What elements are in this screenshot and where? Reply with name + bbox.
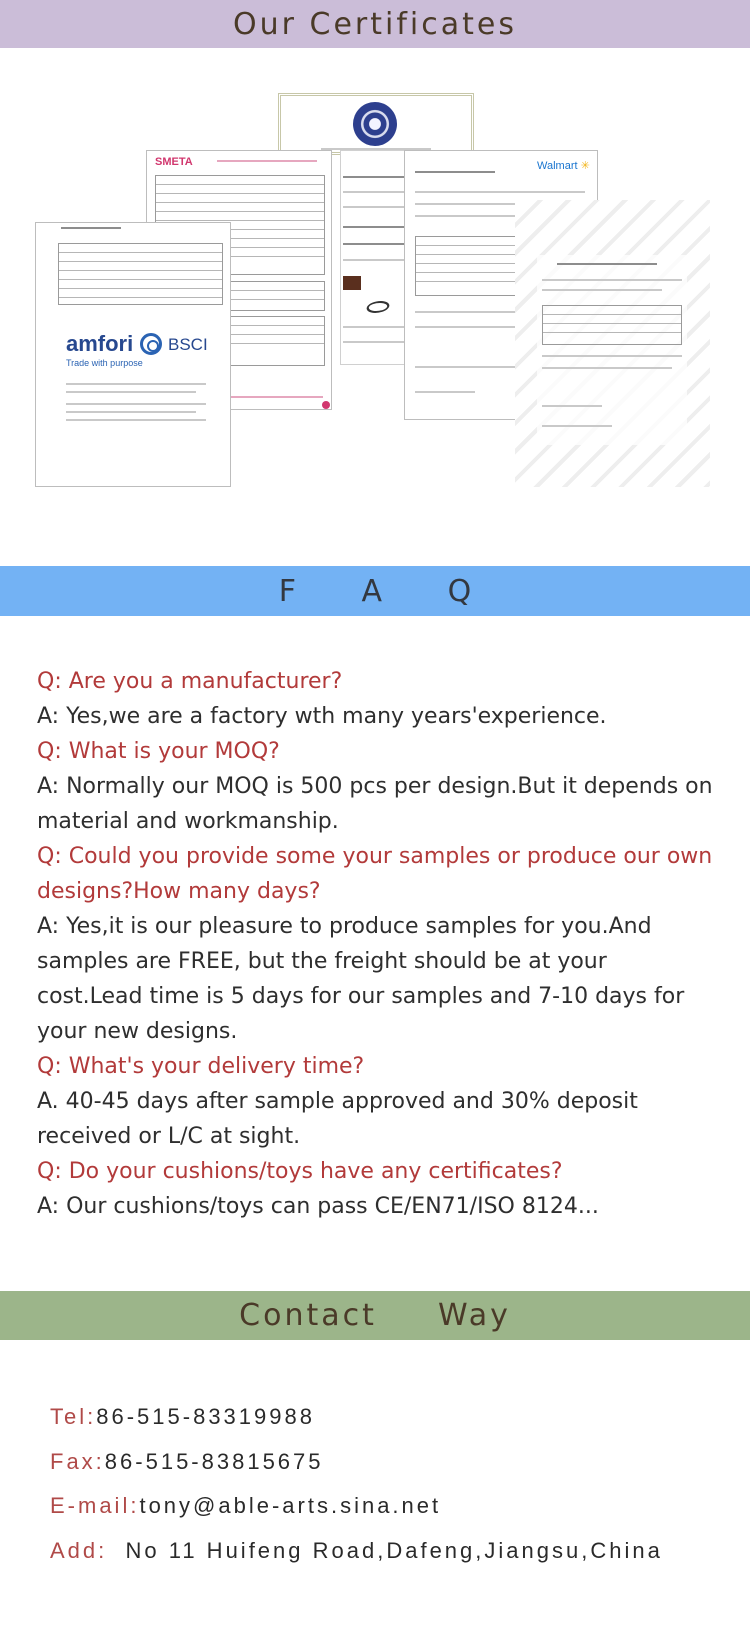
email-label: E-mail: [50,1493,140,1518]
faq-answer: A: Yes,it is our pleasure to produce samples for you.And samples are FREE, but the freight should be at your cost.Lead time is 5 days for our samples and 7-10 days for your new designs. [37,914,685,1044]
address-label: Add: [50,1538,108,1563]
faq-question: Q: Do your cushions/toys have any certificates? [37,1159,563,1184]
faq-question: Q: What's your delivery time? [37,1054,365,1079]
smeta-dot-icon [322,401,330,409]
amfori-logo: amfori [66,331,134,356]
faq-question: Q: Could you provide some your samples or produce our own designs?How many days? [37,844,713,904]
amfori-ring-icon [140,333,162,355]
faq-question: Q: What is your MOQ? [37,739,280,764]
faq-answer: A: Our cushions/toys can pass CE/EN71/ISO 8124... [37,1194,599,1219]
certificates-title: Our Certificates [233,6,517,42]
address-value: No 11 Huifeng Road,Dafeng,Jiangsu,China [125,1538,663,1563]
faq-question: Q: Are you a manufacturer? [37,669,343,694]
faq-list [37,664,717,1224]
company-mark-icon [343,276,361,290]
contact-title: Contact Way [239,1298,511,1333]
contact-fax-row [50,1449,324,1475]
tel-label: Tel: [50,1404,97,1429]
email-value[interactable]: tony@able-arts.sina.net [139,1493,442,1518]
tel-value[interactable]: 86-515-83319988 [96,1404,315,1429]
faq-answer: A. 40-45 days after sample approved and 30% deposit received or L/C at sight. [37,1089,638,1149]
bsci-label: BSCI [168,335,208,354]
faq-title: F A Q [278,573,500,609]
fax-label: Fax: [50,1449,105,1474]
amfori-tagline: Trade with purpose [66,358,143,368]
contact-address-row [50,1538,663,1564]
contact-banner [0,1291,750,1340]
faq-answer: A: Yes,we are a factory wth many years'experience. [37,704,607,729]
faq-answer: A: Normally our MOQ is 500 pcs per design.But it depends on material and workmanship. [37,774,713,834]
quality-management-certificate-image [278,93,474,155]
smeta-logo: SMETA [155,156,193,168]
merchandise-authorization-certificate-image [515,200,710,487]
amfori-bsci-certificate-image [35,222,231,487]
certification-seal-icon [353,102,397,146]
certificates-banner [0,0,750,48]
contact-tel-row [50,1404,315,1430]
fax-value: 86-515-83815675 [104,1449,324,1474]
signature-mark-icon [364,301,392,313]
contact-email-row [50,1493,441,1519]
faq-banner [0,566,750,616]
walmart-logo: Walmart ✳ [537,160,590,172]
